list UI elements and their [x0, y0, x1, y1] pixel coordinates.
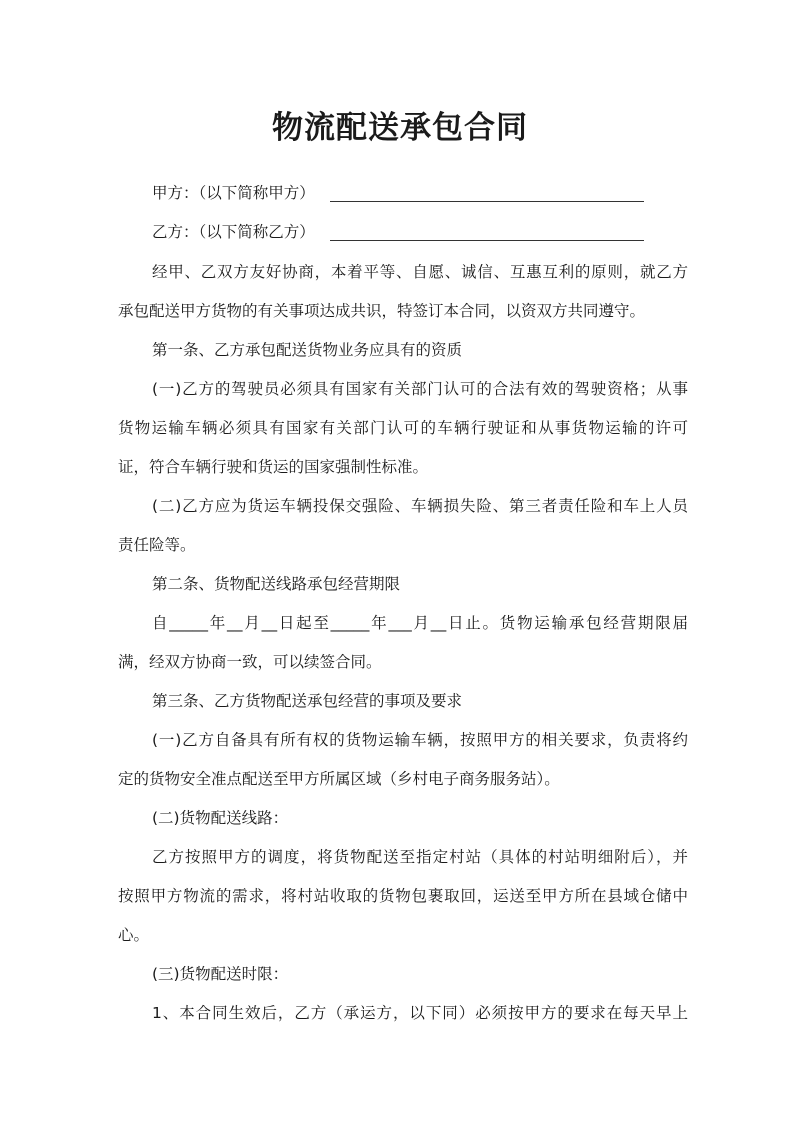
article-3-heading: 第三条、乙方货物配送承包经营的事项及要求: [152, 692, 463, 710]
article-3-route-line-2: 按照甲方物流的需求，将村站收取的货物包裹取回，运送至甲方所在县域仓储中: [118, 887, 688, 905]
article-2-term-line-2: 满，经双方协商一致，可以续签合同。: [118, 653, 382, 671]
article-3-item-2-heading: (二)货物配送线路：: [152, 809, 289, 827]
document-title: 物流配送承包合同: [272, 110, 528, 146]
article-1-item-2-line-2: 责任险等。: [118, 536, 196, 554]
article-2-heading: 第二条、货物配送线路承包经营期限: [152, 575, 401, 593]
article-1-heading: 第一条、乙方承包配送货物业务应具有的资质: [152, 341, 463, 359]
article-3-route-line-3: 心。: [118, 926, 150, 944]
article-1-item-1-line-1: (一)乙方的驾驶员必须具有国家有关部门认可的合法有效的驾驶资格；从事: [152, 380, 688, 398]
article-3-item-3-heading: (三)货物配送时限：: [152, 965, 289, 983]
party-a-label: 甲方：（以下简称甲方）: [152, 184, 315, 202]
party-b-label: 乙方：（以下简称乙方）: [152, 223, 315, 241]
party-b-blank-line: [330, 240, 644, 241]
party-a-blank-line: [330, 201, 644, 202]
article-3-timing-line-1: 1、本合同生效后，乙方（承运方，以下同）必须按甲方的要求在每天早上: [152, 1004, 688, 1022]
article-3-item-1-line-1: (一)乙方自备具有所有权的货物运输车辆，按照甲方的相关要求，负责将约: [152, 731, 688, 749]
preamble-line-2: 承包配送甲方货物的有关事项达成共识，特签订本合同，以资双方共同遵守。: [118, 302, 646, 320]
preamble-line-1: 经甲、乙双方友好协商，本着平等、自愿、诚信、互惠互利的原则，就乙方: [152, 263, 688, 281]
article-1-item-1-line-2: 货物运输车辆必须具有国家有关部门认可的车辆行驶证和从事货物运输的许可: [118, 419, 688, 437]
article-3-item-1-line-2: 定的货物安全准点配送至甲方所属区域（乡村电子商务服务站）。: [118, 770, 560, 788]
article-1-item-1-line-3: 证，符合车辆行驶和货运的国家强制性标准。: [118, 458, 429, 476]
article-2-term-line-1: 自_____年__月__日起至_____年___月__日止。货物运输承包经营期限届: [152, 614, 688, 632]
article-3-route-line-1: 乙方按照甲方的调度，将货物配送至指定村站（具体的村站明细附后），并: [152, 848, 688, 866]
article-1-item-2-line-1: (二)乙方应为货运车辆投保交强险、车辆损失险、第三者责任险和车上人员: [152, 497, 688, 515]
